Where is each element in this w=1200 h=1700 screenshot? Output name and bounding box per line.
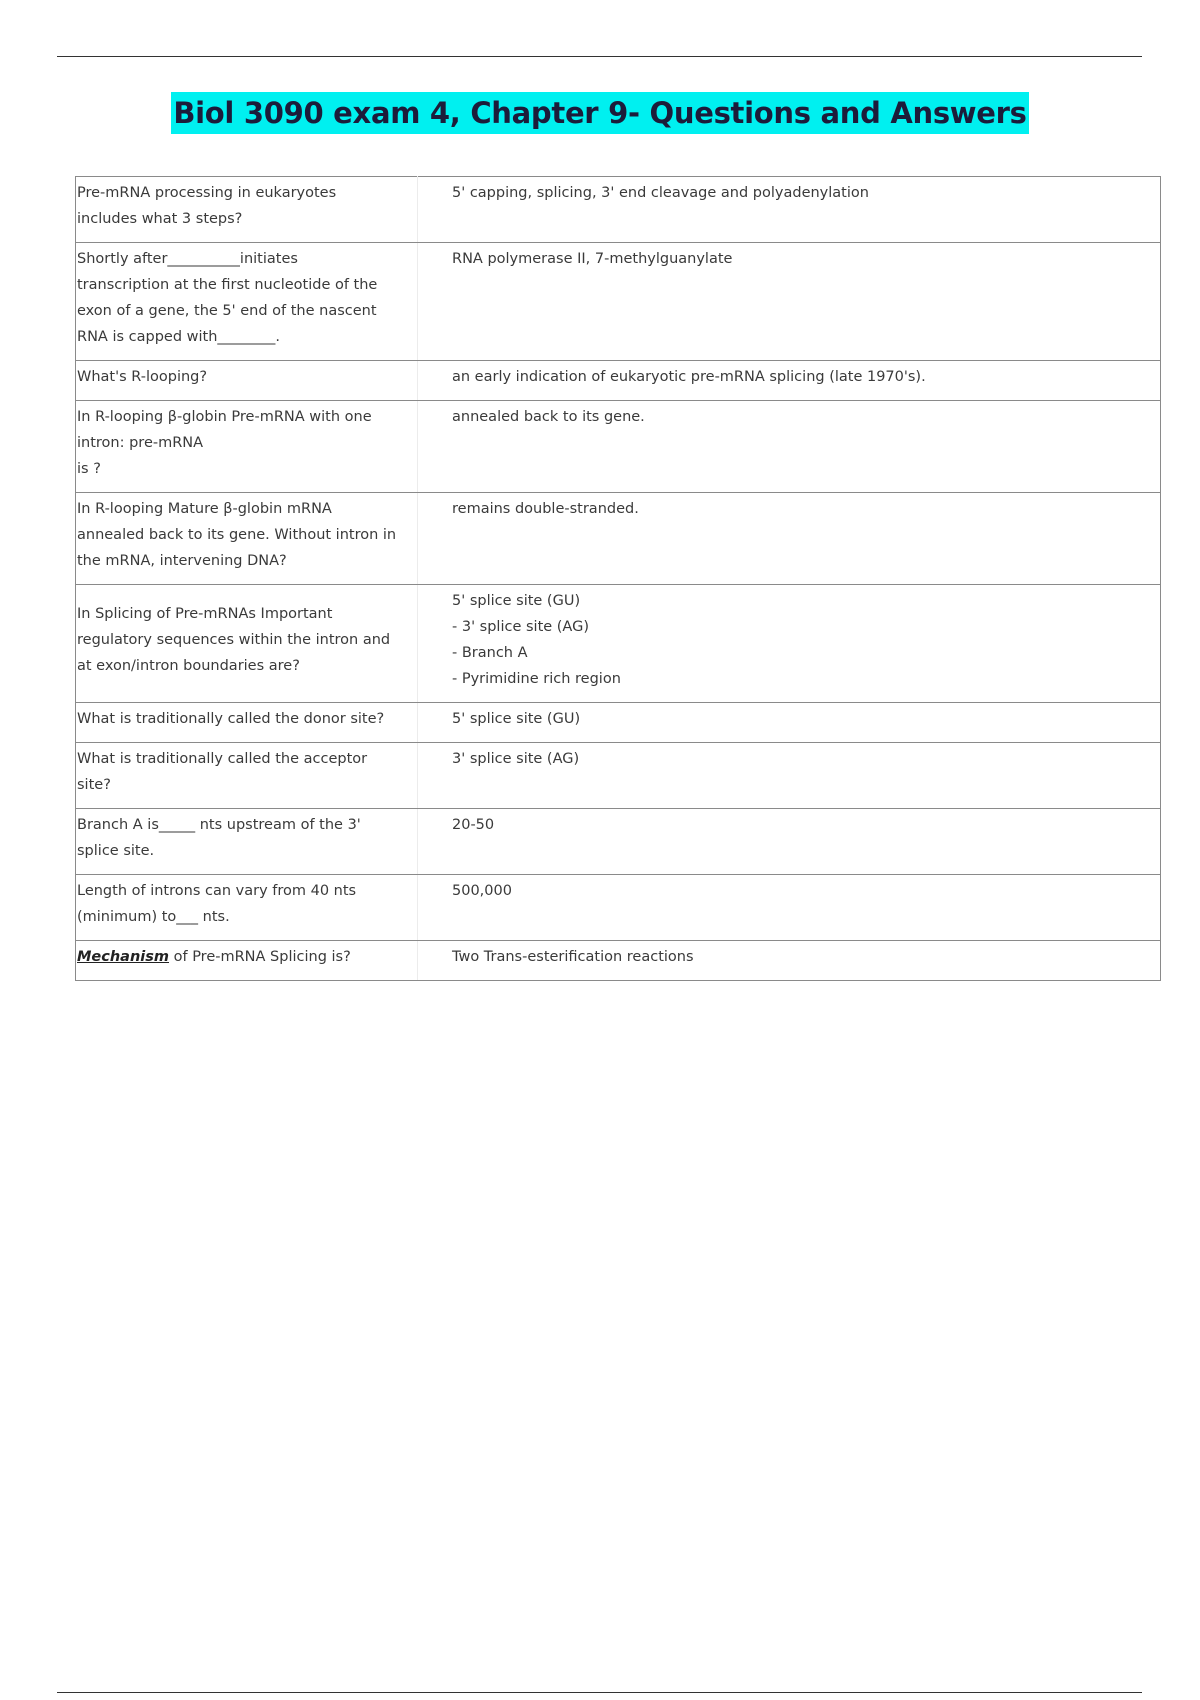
question-line: What is traditionally called the donor site? [77,711,385,727]
question-cell [76,493,418,585]
question-cell [76,401,418,493]
answer-line: 500,000 [452,883,512,899]
answer-line: - Branch A [452,645,528,661]
question-text: of Pre-mRNA Splicing is? [169,949,351,965]
question-line: (minimum) to___ nts. [77,909,230,925]
question-line: Length of introns can vary from 40 nts [77,883,357,899]
question-line: regulatory sequences within the intron and [77,632,391,648]
answer-cell [418,401,1161,493]
table-row [76,243,1161,361]
table-row [76,941,1161,981]
question-cell [76,243,418,361]
qa-table [75,176,1161,981]
question-line: exon of a gene, the 5' end of the nascent [77,303,377,319]
question-line: In Splicing of Pre-mRNAs Important [77,606,333,622]
question-line: is ? [77,461,101,477]
table-row [76,743,1161,809]
answer-line: 5' splice site (GU) [452,711,581,727]
question-line: What is traditionally called the acceptor [77,751,368,767]
table-row [76,585,1161,703]
question-cell [76,875,418,941]
question-line: annealed back to its gene. Without intron in [77,527,397,543]
answer-cell [418,361,1161,401]
answer-line: an early indication of eukaryotic pre-mRNA splicing (late 1970's). [452,369,926,385]
question-cell [76,177,418,243]
question-line: intron: pre-mRNA [77,435,204,451]
question-line: In R-looping Mature β-globin mRNA [77,501,332,517]
question-cell [76,361,418,401]
question-line: splice site. [77,843,155,859]
question-line: Pre-mRNA processing in eukaryotes [77,185,337,201]
answer-line: 3' splice site (AG) [452,751,580,767]
answer-line: - 3' splice site (AG) [452,619,589,635]
answer-line: - Pyrimidine rich region [452,671,621,687]
question-cell [76,941,418,981]
table-row [76,809,1161,875]
question-line: Shortly after__________initiates [77,251,298,267]
question-line: In R-looping β-globin Pre-mRNA with one [77,409,372,425]
question-line: RNA is capped with________. [77,329,281,345]
answer-line: Two Trans-esterification reactions [452,949,694,965]
table-row [76,875,1161,941]
answer-line: RNA polymerase II, 7-methylguanylate [452,251,733,267]
question-line: What's R-looping? [77,369,208,385]
top-rule [57,56,1142,57]
question-line: includes what 3 steps? [77,211,243,227]
answer-cell [418,809,1161,875]
question-cell [76,585,418,703]
answer-line: 5' capping, splicing, 3' end cleavage and polyadenylation [452,185,869,201]
table-row [76,401,1161,493]
question-line: transcription at the first nucleotide of the [77,277,378,293]
answer-cell [418,177,1161,243]
document-title: Biol 3090 exam 4, Chapter 9- Questions and Answers [171,92,1028,134]
question-cell [76,743,418,809]
table-row [76,177,1161,243]
answer-line: annealed back to its gene. [452,409,645,425]
title-container [0,92,1200,134]
question-line: at exon/intron boundaries are? [77,658,300,674]
question-line: the mRNA, intervening DNA? [77,553,287,569]
mechanism-emphasis: Mechanism [77,949,169,965]
answer-line: 20-50 [452,817,495,833]
question-cell [76,809,418,875]
answer-cell [418,875,1161,941]
answer-line: 5' splice site (GU) [452,593,581,609]
table-row [76,493,1161,585]
table-row [76,361,1161,401]
question-line: site? [77,777,111,793]
answer-cell [418,243,1161,361]
answer-cell [418,743,1161,809]
question-line [77,944,411,970]
question-line: Branch A is_____ nts upstream of the 3' [77,817,361,833]
answer-cell [418,585,1161,703]
bottom-rule [57,1692,1142,1693]
answer-cell [418,941,1161,981]
answer-cell [418,493,1161,585]
table-row [76,703,1161,743]
answer-cell [418,703,1161,743]
question-cell [76,703,418,743]
answer-line: remains double-stranded. [452,501,639,517]
